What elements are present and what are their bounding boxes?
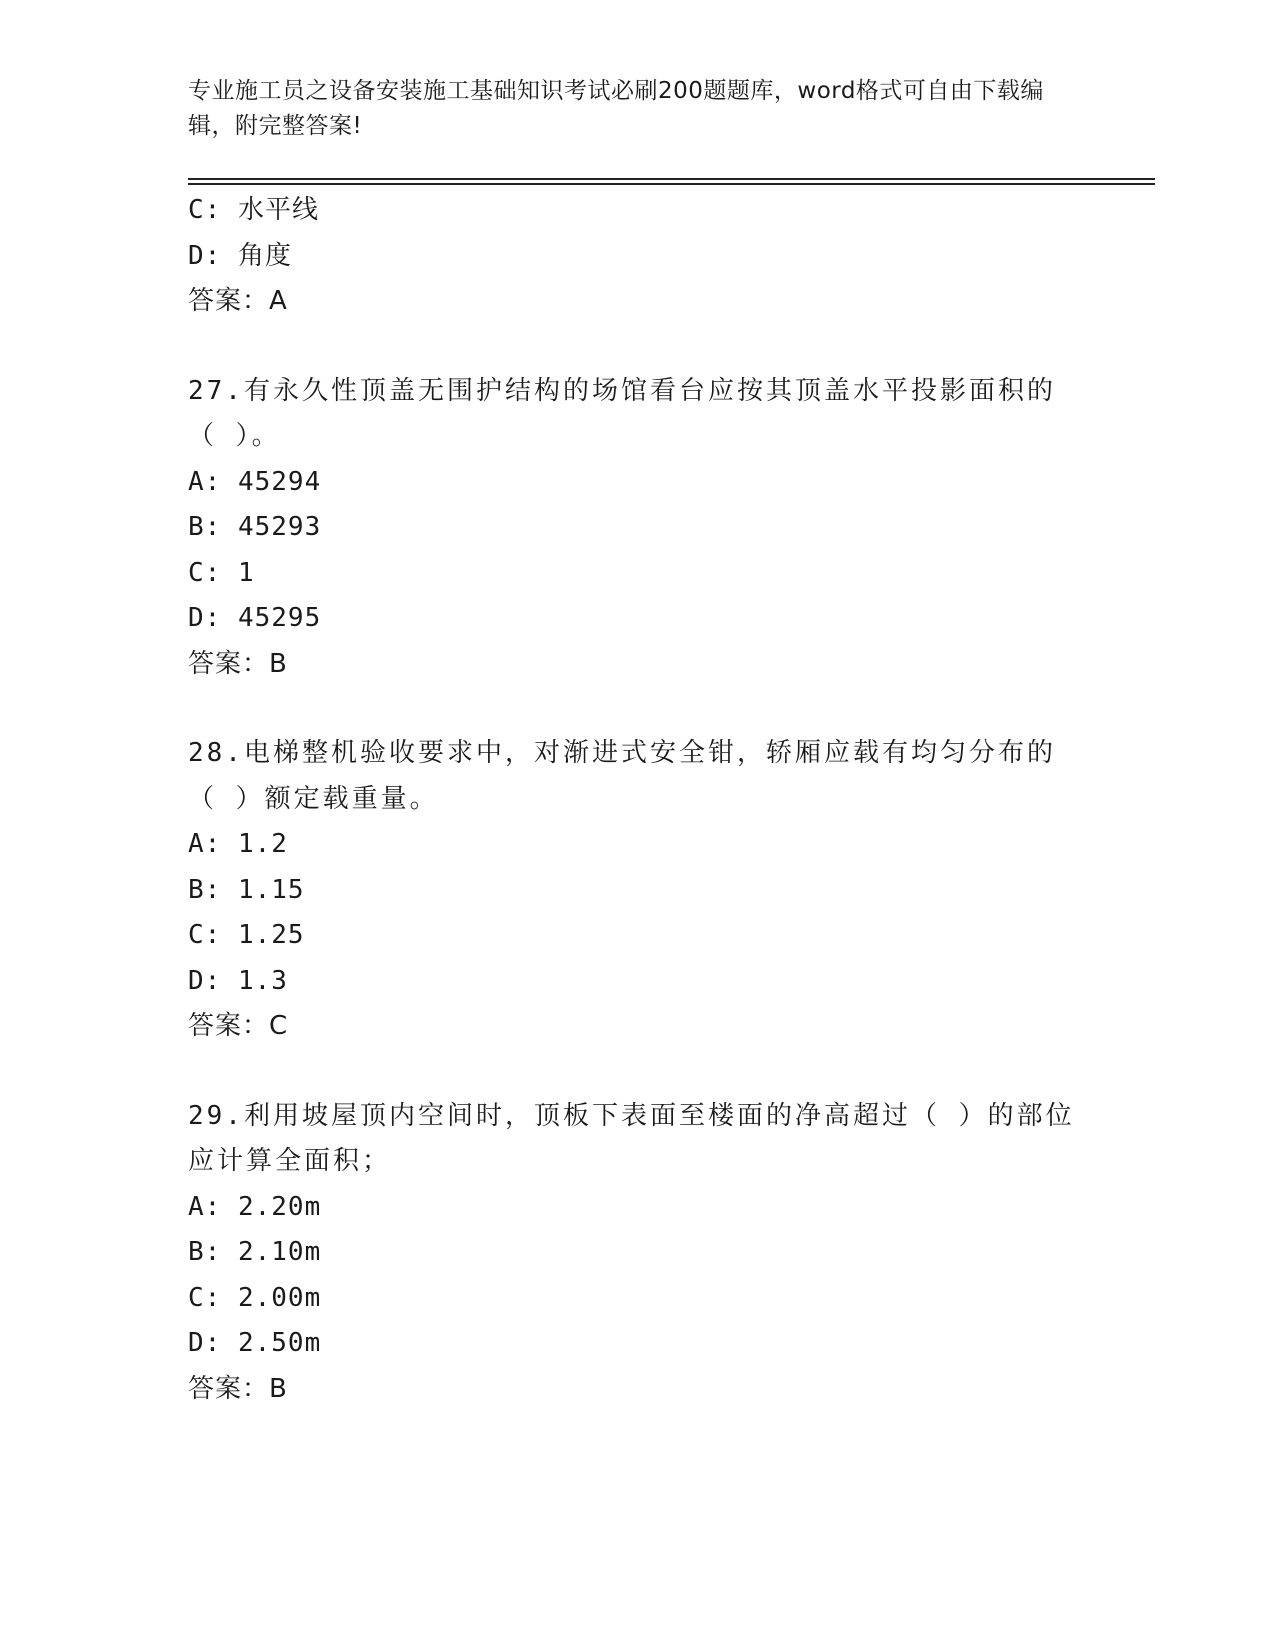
answer-line: 答案：C bbox=[188, 1011, 289, 1041]
option-c bbox=[188, 551, 1088, 597]
option-a bbox=[188, 1185, 1088, 1231]
option-d bbox=[188, 234, 1088, 280]
option-label: D: bbox=[188, 240, 222, 271]
option-text: 角度 bbox=[237, 240, 292, 271]
document-title: 专业施工员之设备安装施工基础知识考试必刷200题题库，word格式可自由下载编辑，附完整答案! bbox=[188, 78, 1044, 139]
question-27 bbox=[188, 369, 1088, 688]
option-text: 45293 bbox=[237, 512, 322, 542]
option-c bbox=[188, 1276, 1088, 1322]
option-d bbox=[188, 959, 1088, 1005]
spacer bbox=[188, 687, 1088, 731]
option-text: 2.20m bbox=[237, 1191, 322, 1222]
question-text: 29.利用坡屋顶内空间时，顶板下表面至楼面的净高超过（ ）的部位应计算全面积； bbox=[188, 1100, 1075, 1176]
option-label: C: bbox=[188, 1282, 222, 1313]
option-label: B: bbox=[188, 874, 222, 905]
option-label: A: bbox=[188, 466, 222, 497]
option-label: D: bbox=[188, 965, 222, 996]
option-label: A: bbox=[188, 829, 222, 859]
option-text: 1.25 bbox=[237, 920, 305, 950]
option-label: B: bbox=[188, 512, 222, 542]
question-29 bbox=[188, 1094, 1088, 1413]
option-text: 1.15 bbox=[237, 874, 305, 905]
option-text: 45294 bbox=[237, 466, 322, 497]
option-label: D: bbox=[188, 603, 222, 633]
answer-line: 答案：A bbox=[188, 286, 288, 316]
option-label: A: bbox=[188, 1191, 222, 1222]
option-a bbox=[188, 822, 1088, 868]
header-rule-bottom bbox=[188, 183, 1155, 185]
option-c bbox=[188, 188, 1088, 234]
option-text: 2.10m bbox=[237, 1237, 322, 1267]
option-c bbox=[188, 913, 1088, 959]
question-28 bbox=[188, 731, 1088, 1050]
option-text: 1.3 bbox=[237, 965, 288, 996]
question-26-tail bbox=[188, 188, 1088, 325]
option-text: 1 bbox=[237, 557, 255, 588]
option-label: C: bbox=[188, 920, 222, 950]
option-text: 1.2 bbox=[237, 829, 288, 859]
option-label: D: bbox=[188, 1328, 222, 1358]
option-label: C: bbox=[188, 195, 222, 225]
option-label: C: bbox=[188, 557, 222, 588]
option-b bbox=[188, 505, 1088, 551]
spacer bbox=[188, 1050, 1088, 1094]
question-list bbox=[188, 188, 1088, 1412]
option-text: 2.50m bbox=[237, 1328, 322, 1358]
question-text: 27.有永久性顶盖无围护结构的场馆看台应按其顶盖水平投影面积的（ ）。 bbox=[188, 375, 1056, 451]
header-rule-top bbox=[188, 178, 1155, 180]
option-a bbox=[188, 460, 1088, 506]
option-b bbox=[188, 1230, 1088, 1276]
option-d bbox=[188, 1321, 1088, 1367]
option-d bbox=[188, 596, 1088, 642]
question-text: 28.电梯整机验收要求中，对渐进式安全钳，轿厢应载有均匀分布的（ ）额定载重量。 bbox=[188, 738, 1056, 814]
option-text: 45295 bbox=[237, 603, 322, 633]
answer-line: 答案：B bbox=[188, 648, 288, 679]
spacer bbox=[188, 325, 1088, 369]
option-label: B: bbox=[188, 1237, 222, 1267]
document-header bbox=[188, 74, 1088, 144]
option-text: 2.00m bbox=[237, 1282, 322, 1313]
option-text: 水平线 bbox=[237, 195, 319, 225]
answer-line: 答案：B bbox=[188, 1373, 288, 1404]
option-b bbox=[188, 868, 1088, 914]
